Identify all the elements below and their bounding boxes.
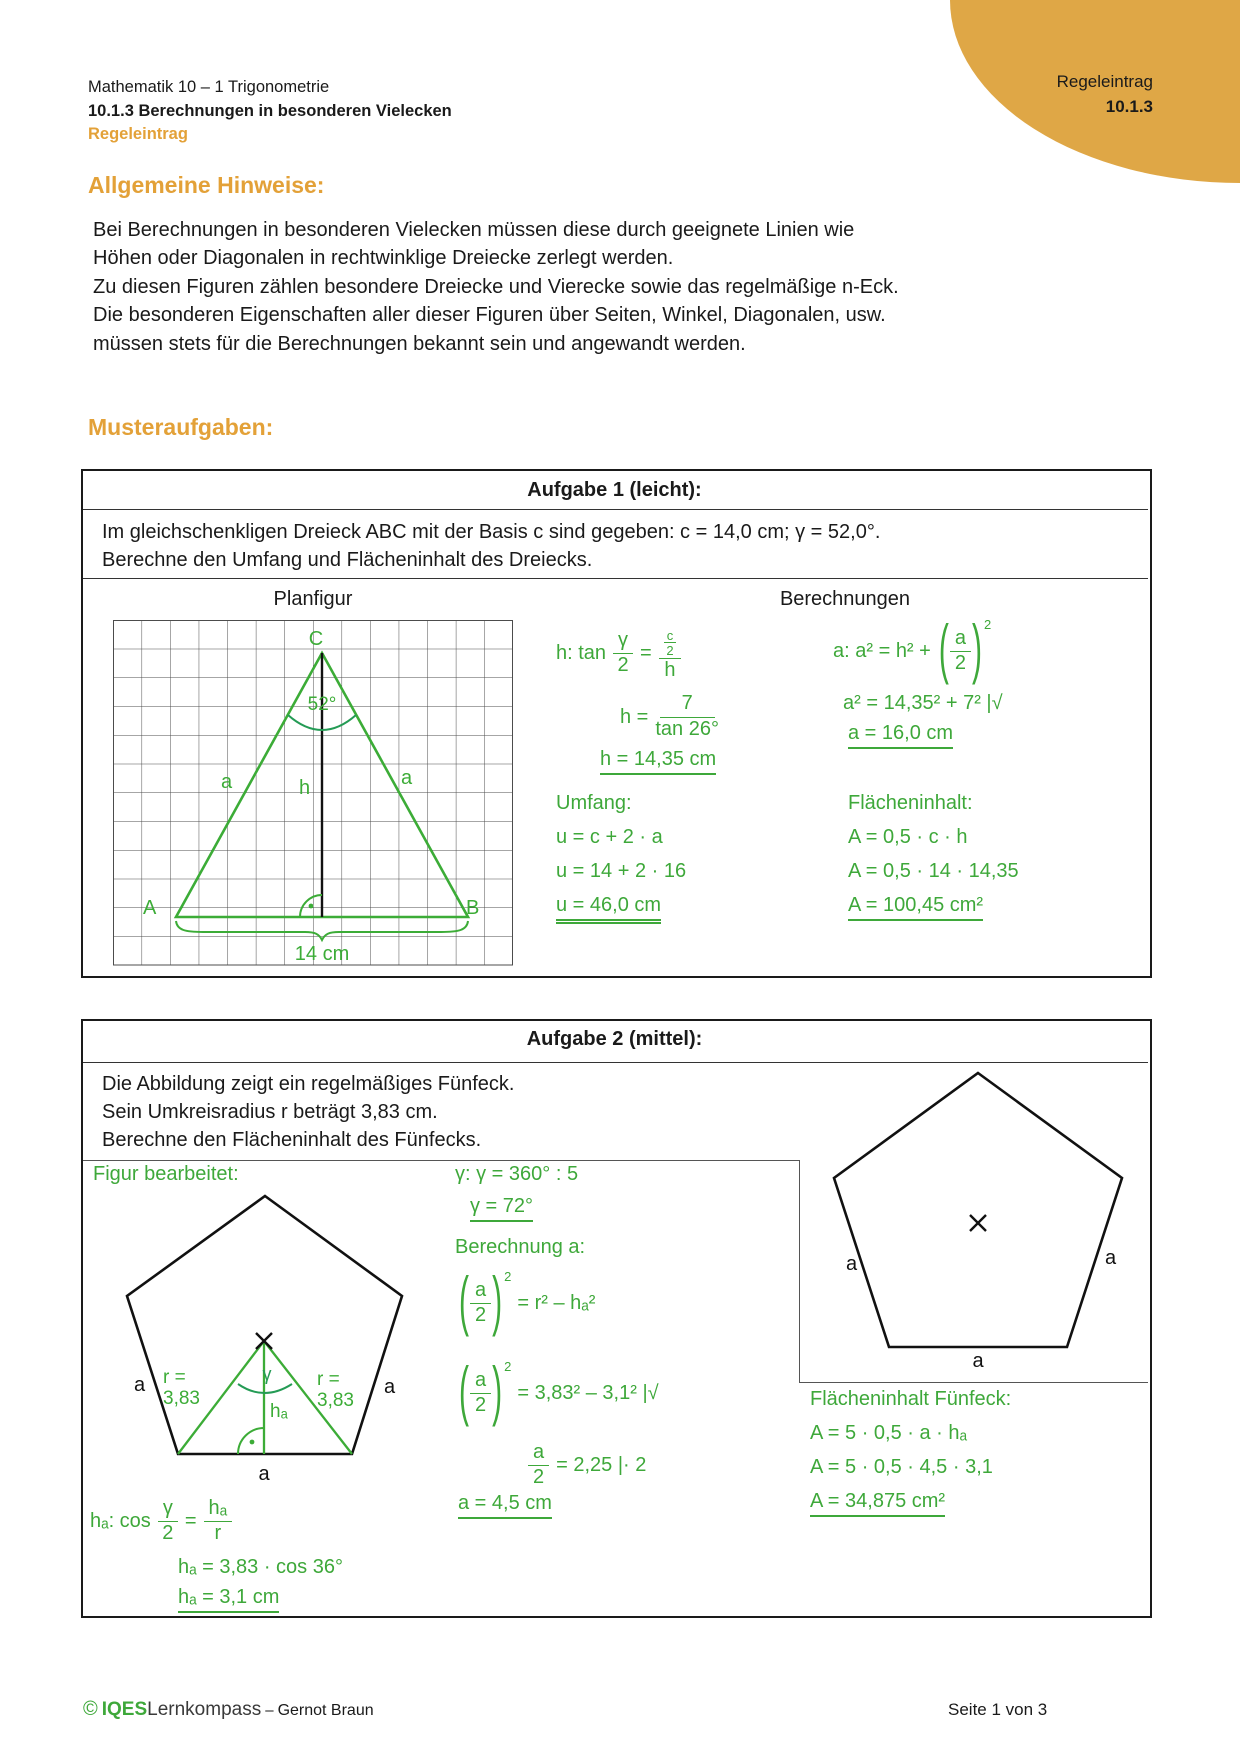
heading-hinweise: Allgemeine Hinweise: [88,172,325,198]
formula-a-result: a = 16,0 cm [848,722,953,749]
copyright-icon: © [83,1698,98,1720]
flaeche-fuenfeck-title: Flächeninhalt Fünfeck: [810,1388,1012,1410]
umfang-result: u = 46,0 cm [556,894,661,924]
aufgabe2-problem-line: Die Abbildung zeigt ein regelmäßiges Fünfeck. [102,1073,515,1095]
pentagon-plain-figure [800,1063,1152,1381]
aufgabe2-problem-line: Sein Umkreisradius r beträgt 3,83 cm. [102,1101,438,1123]
column-header-berechnungen: Berechnungen [779,588,911,610]
flaeche-fuenfeck-step1: A = 5 · 0,5 · a · hₐ [810,1422,967,1444]
formula-text: hₐ: cos [90,1509,151,1532]
formula-a-setup [833,613,992,687]
ha-label: hₐ [270,1401,288,1422]
base-measure-label: 14 cm [294,943,350,965]
side-a-left-label: a [134,1374,146,1396]
brand-iqes: IQES [101,1699,148,1720]
formula-a2-values [458,1352,659,1434]
r-left-label-1: r = [163,1367,186,1388]
apex-label: C [308,628,324,650]
formula-text: h = [620,705,649,728]
flaeche-fuenfeck-result: A = 34,875 cm² [810,1490,945,1517]
aufgabe1-title-divider [83,509,1148,510]
paren-fraction-a-2: ( $\frac{a}{2}$ ) 2 [938,613,992,687]
pentagon-box-bottom-border [799,1382,1148,1383]
formula-h-result: h = 14,35 cm [600,748,716,775]
footer-author: Gernot Braun [277,1702,374,1719]
side-a-right-label: a [384,1376,396,1398]
hinweise-line: müssen stets für die Berechnungen bekannt sein und angewandt werden. [93,332,746,355]
gamma-setup: γ: γ = 360° : 5 [455,1163,579,1185]
vertex-b-label: B [466,897,480,919]
height-label: h [299,777,311,799]
angle-label: 52° [307,694,337,715]
exponent: 2 [983,616,992,632]
brand-lernkompass: Lernkompass [147,1699,262,1720]
heading-muster: Musteraufgaben: [88,414,274,440]
berechnung-a-title: Berechnung a: [455,1236,586,1258]
formula-ha-setup: hₐ: cos $\frac{\gamma}{2}$ = $\frac{\text{hₐ}}{r}$ [90,1494,232,1548]
aufgabe2-title: Aufgabe 2 (mittel): [526,1028,703,1050]
flaeche-step2: A = 0,5 · 14 · 14,35 [848,860,1019,882]
flaeche-title: Flächeninhalt: [848,792,973,814]
gamma-label: γ [262,1364,272,1384]
flaeche-result: A = 100,45 cm² [848,894,983,921]
paren-fraction-a-2: ( $\frac{a}{2}$ ) 2 [459,1355,512,1429]
right-angle-dot [309,904,314,909]
gamma-result: γ = 72° [470,1195,533,1222]
fraction-7-tan26: $\frac{7}{\tan 26^\circ}$ [655,692,719,740]
fraction-gamma-2: $\frac{\gamma}{2}$ [613,630,633,676]
pentagon-outline [834,1073,1122,1347]
left-paren: ( [938,613,949,687]
aufgabe1-problem-line: Berechne den Umfang und Flächeninhalt des Dreiecks. [102,549,593,571]
equals-sign: = [640,641,652,664]
right-angle-dot [250,1440,255,1445]
r-left-label-2: 3,83 [163,1388,200,1409]
aufgabe2-text-divider [83,1160,799,1161]
umfang-title: Umfang: [556,792,632,814]
footer-left [83,1698,374,1721]
umfang-step1: u = c + 2 · a [556,826,663,848]
hinweise-line: Bei Berechnungen in besonderen Vielecken müssen diese durch geeignete Linien wie [93,219,855,241]
formula-text: = r² – hₐ² [517,1291,596,1314]
formula-a2-setup [458,1262,595,1344]
hinweise-paragraph [93,216,899,358]
corner-blob [950,0,1240,183]
ha-result: hₐ = 3,1 cm [178,1586,279,1613]
r-right-label-1: r = [317,1369,340,1390]
side-a-bottom-label: a [972,1350,984,1372]
figur-bearbeitet-label: Figur bearbeitet: [93,1163,239,1185]
umfang-step2: u = 14 + 2 · 16 [556,860,687,882]
header-course: Mathematik 10 – 1 Trigonometrie [88,78,330,96]
side-a-right-label: a [1105,1247,1117,1269]
a-result: a = 4,5 cm [458,1492,552,1519]
flaeche-step1: A = 0,5 · c · h [848,826,968,848]
formula-text: a: a² = h² + [833,639,931,662]
aufgabe1-problem-line: Im gleichschenkligen Dreieck ABC mit der Basis c sind gegeben: c = 14,0 cm; γ = 52,0°. [102,521,881,543]
ha-step: hₐ = 3,83 · cos 36° [178,1556,343,1578]
pentagon-worked-figure [90,1180,420,1492]
aufgabe1-text-divider [83,578,1148,579]
side-a-right-label: a [401,767,413,789]
formula-text: = 3,83² – 3,1² |√ [517,1381,659,1404]
header-doctype: Regeleintrag [88,125,188,144]
corner-number: 10.1.3 [1105,97,1153,116]
header-topic: 10.1.3 Berechnungen in besonderen Vielecken [88,101,452,120]
r-right-label-2: 3,83 [317,1390,354,1411]
flaeche-fuenfeck-step2: A = 5 · 0,5 · 4,5 · 3,1 [810,1456,993,1478]
formula-a-step: a² = 14,35² + 7² |√ [843,692,1003,714]
page-number: Seite 1 von 3 [948,1700,1048,1719]
formula-h-value [620,688,719,746]
side-a-left-label: a [221,771,233,793]
formula-text: h: tan [556,641,607,664]
center-cross [970,1215,986,1231]
formula-a-half: $\frac{a}{2}$ = 2,25 |· 2 [528,1440,646,1490]
formula-h-setup [556,622,681,684]
vertex-a-label: A [143,897,157,919]
hinweise-line: Die besonderen Eigenschaften aller dieser Figuren über Seiten, Winkel, Diagonalen, usw. [93,304,886,327]
aufgabe2-problem-line: Berechne den Flächeninhalt des Fünfecks. [102,1129,482,1151]
paren-fraction-a-2: ( $\frac{a}{2}$ ) 2 [459,1265,512,1339]
hinweise-line: Zu diesen Figuren zählen besondere Dreiecke und Vierecke sowie das regelmäßige n-Eck. [93,275,899,298]
hinweise-line: Höhen oder Diagonalen in rechtwinklige Dreiecke zerlegt werden. [93,247,674,270]
equals-sign: = [184,1509,197,1532]
footer-dash: – [265,1702,274,1719]
corner-label: Regeleintrag [1056,72,1153,91]
triangle-grid-figure [113,620,513,968]
column-header-planfigur: Planfigur [273,588,353,610]
aufgabe1-title: Aufgabe 1 (leicht): [527,479,702,501]
side-a-bottom-label: a [258,1463,270,1485]
fraction-c2-h: $\frac{\frac{c}{2}}{h}$ [659,624,682,682]
side-a-left-label: a [846,1253,858,1275]
formula-text: = 2,25 |· 2 [556,1453,647,1476]
right-paren: ) [971,613,982,687]
